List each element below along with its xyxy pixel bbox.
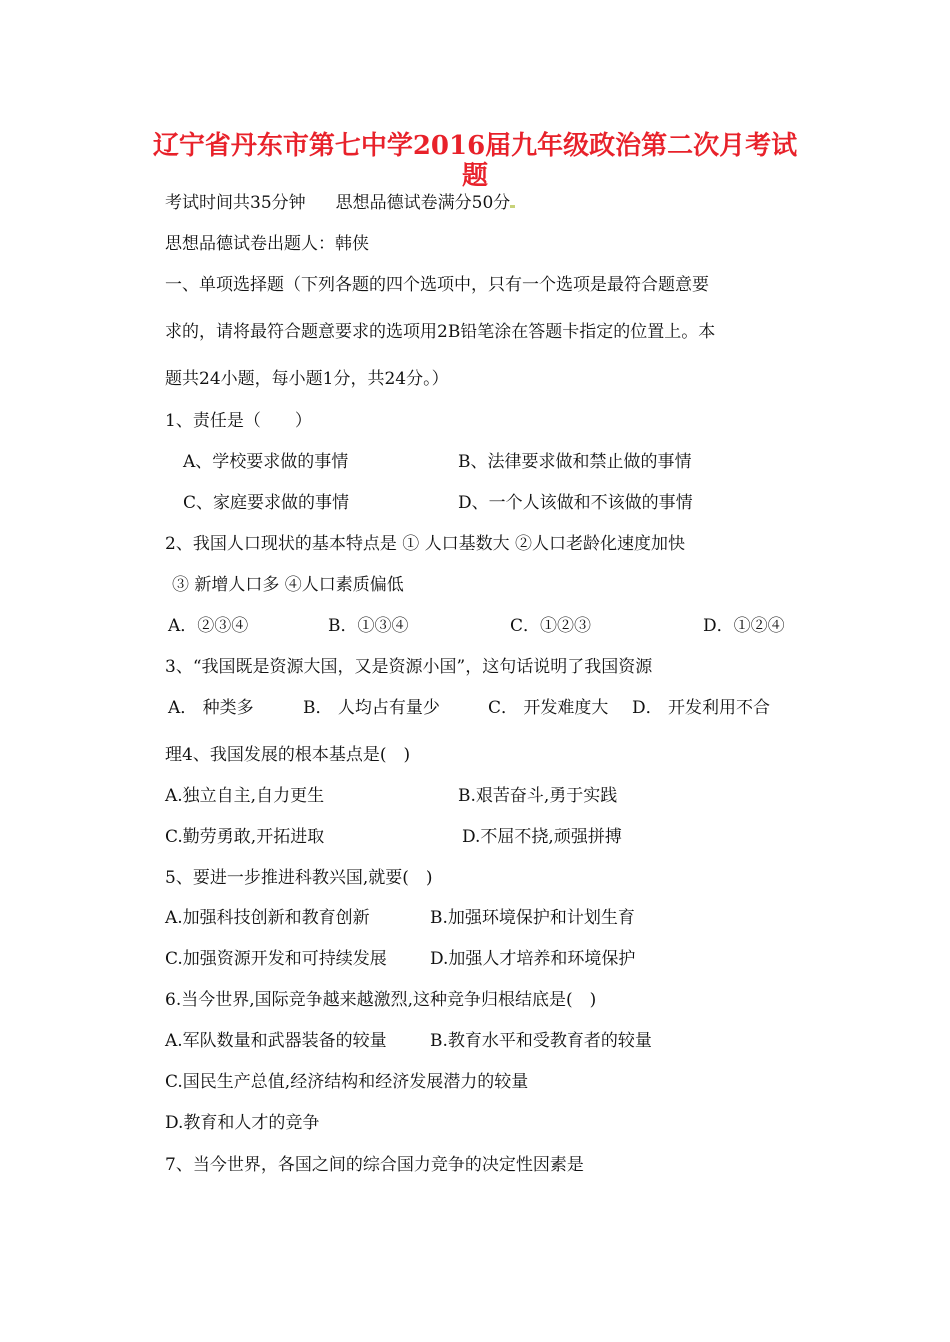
question-2-line1: 2、我国人口现状的基本特点是 ① 人口基数大 ②人口老龄化速度加快 — [165, 534, 686, 554]
q4-option-b: B.艰苦奋斗,勇于实践 — [458, 786, 618, 806]
q6-option-b: B.教育水平和受教育者的较量 — [430, 1031, 652, 1051]
question-2-line2: ③ 新增人口多 ④人口素质偏低 — [172, 575, 404, 595]
document-title-line2: 题 — [461, 161, 488, 191]
q5-option-d: D.加强人才培养和环境保护 — [430, 949, 636, 969]
q6-option-d: D.教育和人才的竞争 — [165, 1113, 320, 1133]
q3-option-c: C． 开发难度大 — [488, 698, 609, 718]
q5-option-a: A.加强科技创新和教育创新 — [165, 908, 370, 928]
q2-option-c: C．①②③ — [510, 616, 592, 636]
exam-time: 考试时间共35分钟 — [165, 193, 306, 213]
exam-author: 思想品德试卷出题人：韩侠 — [165, 234, 369, 254]
section-instructions-line2: 求的，请将最符合题意要求的选项用2B铅笔涂在答题卡指定的位置上。本 — [165, 322, 716, 342]
q1-option-c: C、家庭要求做的事情 — [183, 493, 350, 513]
q4-option-c: C.勤劳勇敢,开拓进取 — [165, 827, 325, 847]
q3-option-d: D． 开发利用不合 — [632, 698, 771, 718]
q3-option-b: B． 人均占有量少 — [303, 698, 440, 718]
section-instructions-line1: 一、单项选择题（下列各题的四个选项中，只有一个选项是最符合题意要 — [165, 275, 709, 295]
question-5: 5、要进一步推进科教兴国,就要( ) — [165, 868, 433, 888]
q5-option-b: B.加强环境保护和计划生育 — [430, 908, 635, 928]
q6-option-a: A.军队数量和武器装备的较量 — [165, 1031, 387, 1051]
document-title-line1: 辽宁省丹东市第七中学2016届九年级政治第二次月考试 — [152, 131, 798, 161]
q2-option-b: B．①③④ — [328, 616, 409, 636]
q1-option-a: A、学校要求做的事情 — [183, 452, 349, 472]
q4-option-d: D.不屈不挠,顽强拼搏 — [462, 827, 622, 847]
question-6: 6.当今世界,国际竞争越来越激烈,这种竞争归根结底是( ) — [165, 990, 597, 1010]
q1-option-b: B、法律要求做和禁止做的事情 — [458, 452, 692, 472]
q5-option-c: C.加强资源开发和可持续发展 — [165, 949, 387, 969]
exam-info-line — [165, 191, 515, 215]
q4-option-a: A.独立自主,自力更生 — [165, 786, 325, 806]
exam-full-score: 思想品德试卷满分50分 — [335, 193, 511, 213]
question-7: 7、当今世界，各国之间的综合国力竞争的决定性因素是 — [165, 1155, 584, 1175]
q2-option-d: D．①②④ — [703, 616, 785, 636]
q1-option-d: D、一个人该做和不该做的事情 — [458, 493, 693, 513]
q6-option-c: C.国民生产总值,经济结构和经济发展潜力的较量 — [165, 1072, 529, 1092]
q3-option-a: A． 种类多 — [168, 698, 254, 718]
edit-mark — [510, 205, 515, 208]
question-3: 3、“我国既是资源大国，又是资源小国”，这句话说明了我国资源 — [165, 657, 653, 677]
question-1: 1、责任是（ ） — [165, 411, 312, 431]
q2-option-a: A．②③④ — [168, 616, 249, 636]
q3-continuation-and-question-4: 理4、我国发展的根本基点是( ) — [165, 745, 411, 765]
section-instructions-line3: 题共24小题，每小题1分，共24分。） — [165, 369, 449, 389]
